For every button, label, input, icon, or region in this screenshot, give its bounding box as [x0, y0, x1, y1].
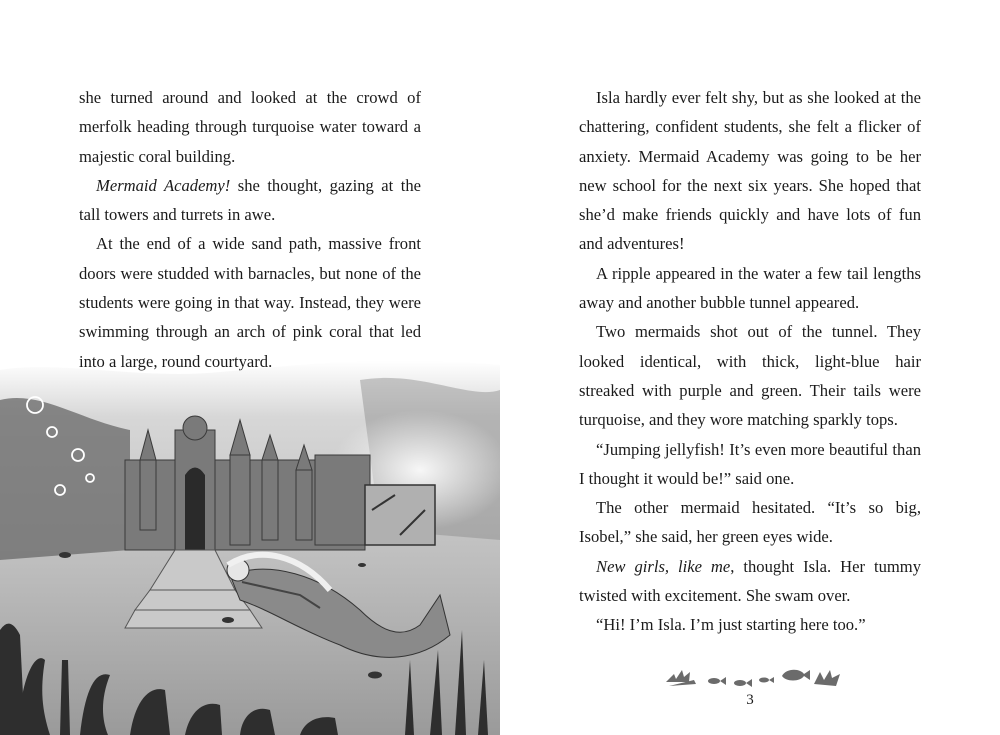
seaweed-fish-ornament-icon	[664, 662, 842, 692]
page-number: 3	[746, 692, 754, 708]
right-paragraph-5: The other mermaid hesitated. “It’s so big, Isobel,” she said, her green eyes wide.	[579, 498, 921, 547]
right-paragraph-3: Two mermaids shot out of the tunnel. They looked identical, with thick, light-blue hair streaked with purple and green. Their tails were turquoise, and they wore matching sparkly tops.	[579, 322, 921, 430]
right-paragraph-1: Isla hardly ever felt shy, but as she looked at the chattering, confident students, she felt a flicker of anxiety. Mermaid Academy was going to be her new school for the next six years. She hoped that she’d make friends quickly and have lots of fun and adventures!	[579, 88, 921, 254]
left-paragraph-2: Mermaid Academy! she thought, gazing at the tall towers and turrets in awe.	[79, 175, 421, 225]
right-paragraph-4: “Jumping jellyfish! It’s even more beautiful than I thought it would be!” said one.	[579, 439, 921, 488]
mermaid-academy-illustration	[0, 360, 500, 735]
italic-thought: Mermaid Academy!	[96, 175, 231, 195]
left-paragraph-1: she turned around and looked at the crowd of merfolk heading through turquoise water toward a majestic coral building.	[79, 88, 421, 166]
right-page	[500, 0, 1000, 735]
left-paragraph-3: At the end of a wide sand path, massive front doors were studded with barnacles, but none of the students were going in that way. Instead, they were swimming through an arch of pink coral that led into a large, round courtyard.	[79, 234, 421, 371]
right-paragraph-2: A ripple appeared in the water a few tail lengths away and another bubble tunnel appeared.	[579, 263, 921, 313]
italic-thought: New girls, like me	[596, 556, 731, 576]
right-text-column	[579, 83, 921, 640]
right-paragraph-6: New girls, like me, thought Isla. Her tummy twisted with excitement. She swam over.	[579, 556, 921, 606]
right-paragraph-7: “Hi! I’m Isla. I’m just starting here too.”	[596, 615, 866, 635]
left-text-column	[79, 83, 421, 376]
